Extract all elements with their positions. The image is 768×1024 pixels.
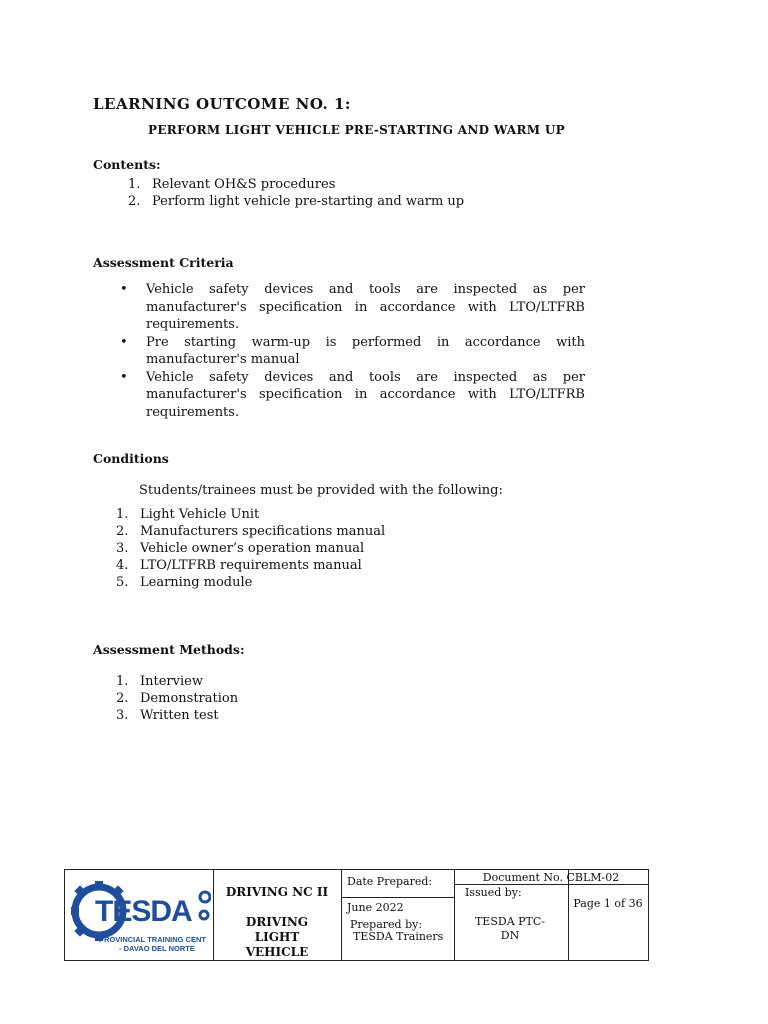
list-item: 3. Written test <box>116 708 219 723</box>
list-item: 3. Vehicle owner’s operation manual <box>116 541 365 556</box>
list-item: 2. Manufacturers specifications manual <box>116 524 386 539</box>
date-prepared-value: June 2022 <box>347 901 404 914</box>
list-item: 5. Learning module <box>116 575 253 590</box>
conditions-intro: Students/trainees must be provided with the following: <box>139 483 503 498</box>
list-item: 4. LTO/LTFRB requirements manual <box>116 558 362 573</box>
tesda-logo <box>67 873 211 957</box>
learning-outcome-title: LEARNING OUTCOME NO. 1: <box>93 95 351 113</box>
date-prepared-label: Date Prepared: <box>347 875 433 888</box>
logo-text: TESDA <box>95 895 192 928</box>
list-item: • Pre starting warm-up is performed in accordance with manufacturer's manual <box>120 334 585 367</box>
list-item: 1. Interview <box>116 674 203 689</box>
prepared-by-value: TESDA Trainers <box>353 930 444 943</box>
logo-line-1: PROVINCIAL TRAINING CENT <box>99 935 206 944</box>
prepared-by-label: Prepared by: <box>350 918 423 931</box>
list-item: 2. Demonstration <box>116 691 239 706</box>
logo-line-2: - DAVAO DEL NORTE <box>119 944 195 953</box>
conditions-heading: Conditions <box>93 451 169 466</box>
list-item: 1. Relevant OH&S procedures <box>128 177 336 192</box>
assessment-criteria-list <box>120 281 585 421</box>
contents-heading: Contents: <box>93 157 161 172</box>
learning-outcome-subtitle: PERFORM LIGHT VEHICLE PRE-STARTING AND WARM UP <box>148 123 565 137</box>
assessment-methods-list <box>116 673 239 724</box>
module-title: DRIVING LIGHT VEHICLE <box>245 915 309 959</box>
assessment-criteria-heading: Assessment Criteria <box>93 255 234 270</box>
assessment-methods-heading: Assessment Methods: <box>93 642 245 657</box>
list-item: • Vehicle safety devices and tools are inspected as per manufacturer's specification in accordance with LTO/LTFRB requirements. <box>120 282 585 332</box>
issued-by-label: Issued by: <box>465 886 522 899</box>
page-number: Page 1 of 36 <box>573 897 643 910</box>
conditions-list <box>116 506 386 591</box>
course-title: DRIVING NC II <box>225 885 329 899</box>
document-footer-table <box>64 869 649 961</box>
list-item: • Vehicle safety devices and tools are inspected as per manufacturer's specification in accordance with LTO/LTFRB requirements. <box>120 369 585 420</box>
document-number: Document No. CBLM-02 <box>482 871 620 884</box>
issued-by-value: TESDA PTC-DN <box>474 915 546 942</box>
list-item: 1. Light Vehicle Unit <box>116 507 260 522</box>
contents-list <box>128 176 465 210</box>
list-item: 2. Perform light vehicle pre-starting and warm up <box>128 194 465 209</box>
